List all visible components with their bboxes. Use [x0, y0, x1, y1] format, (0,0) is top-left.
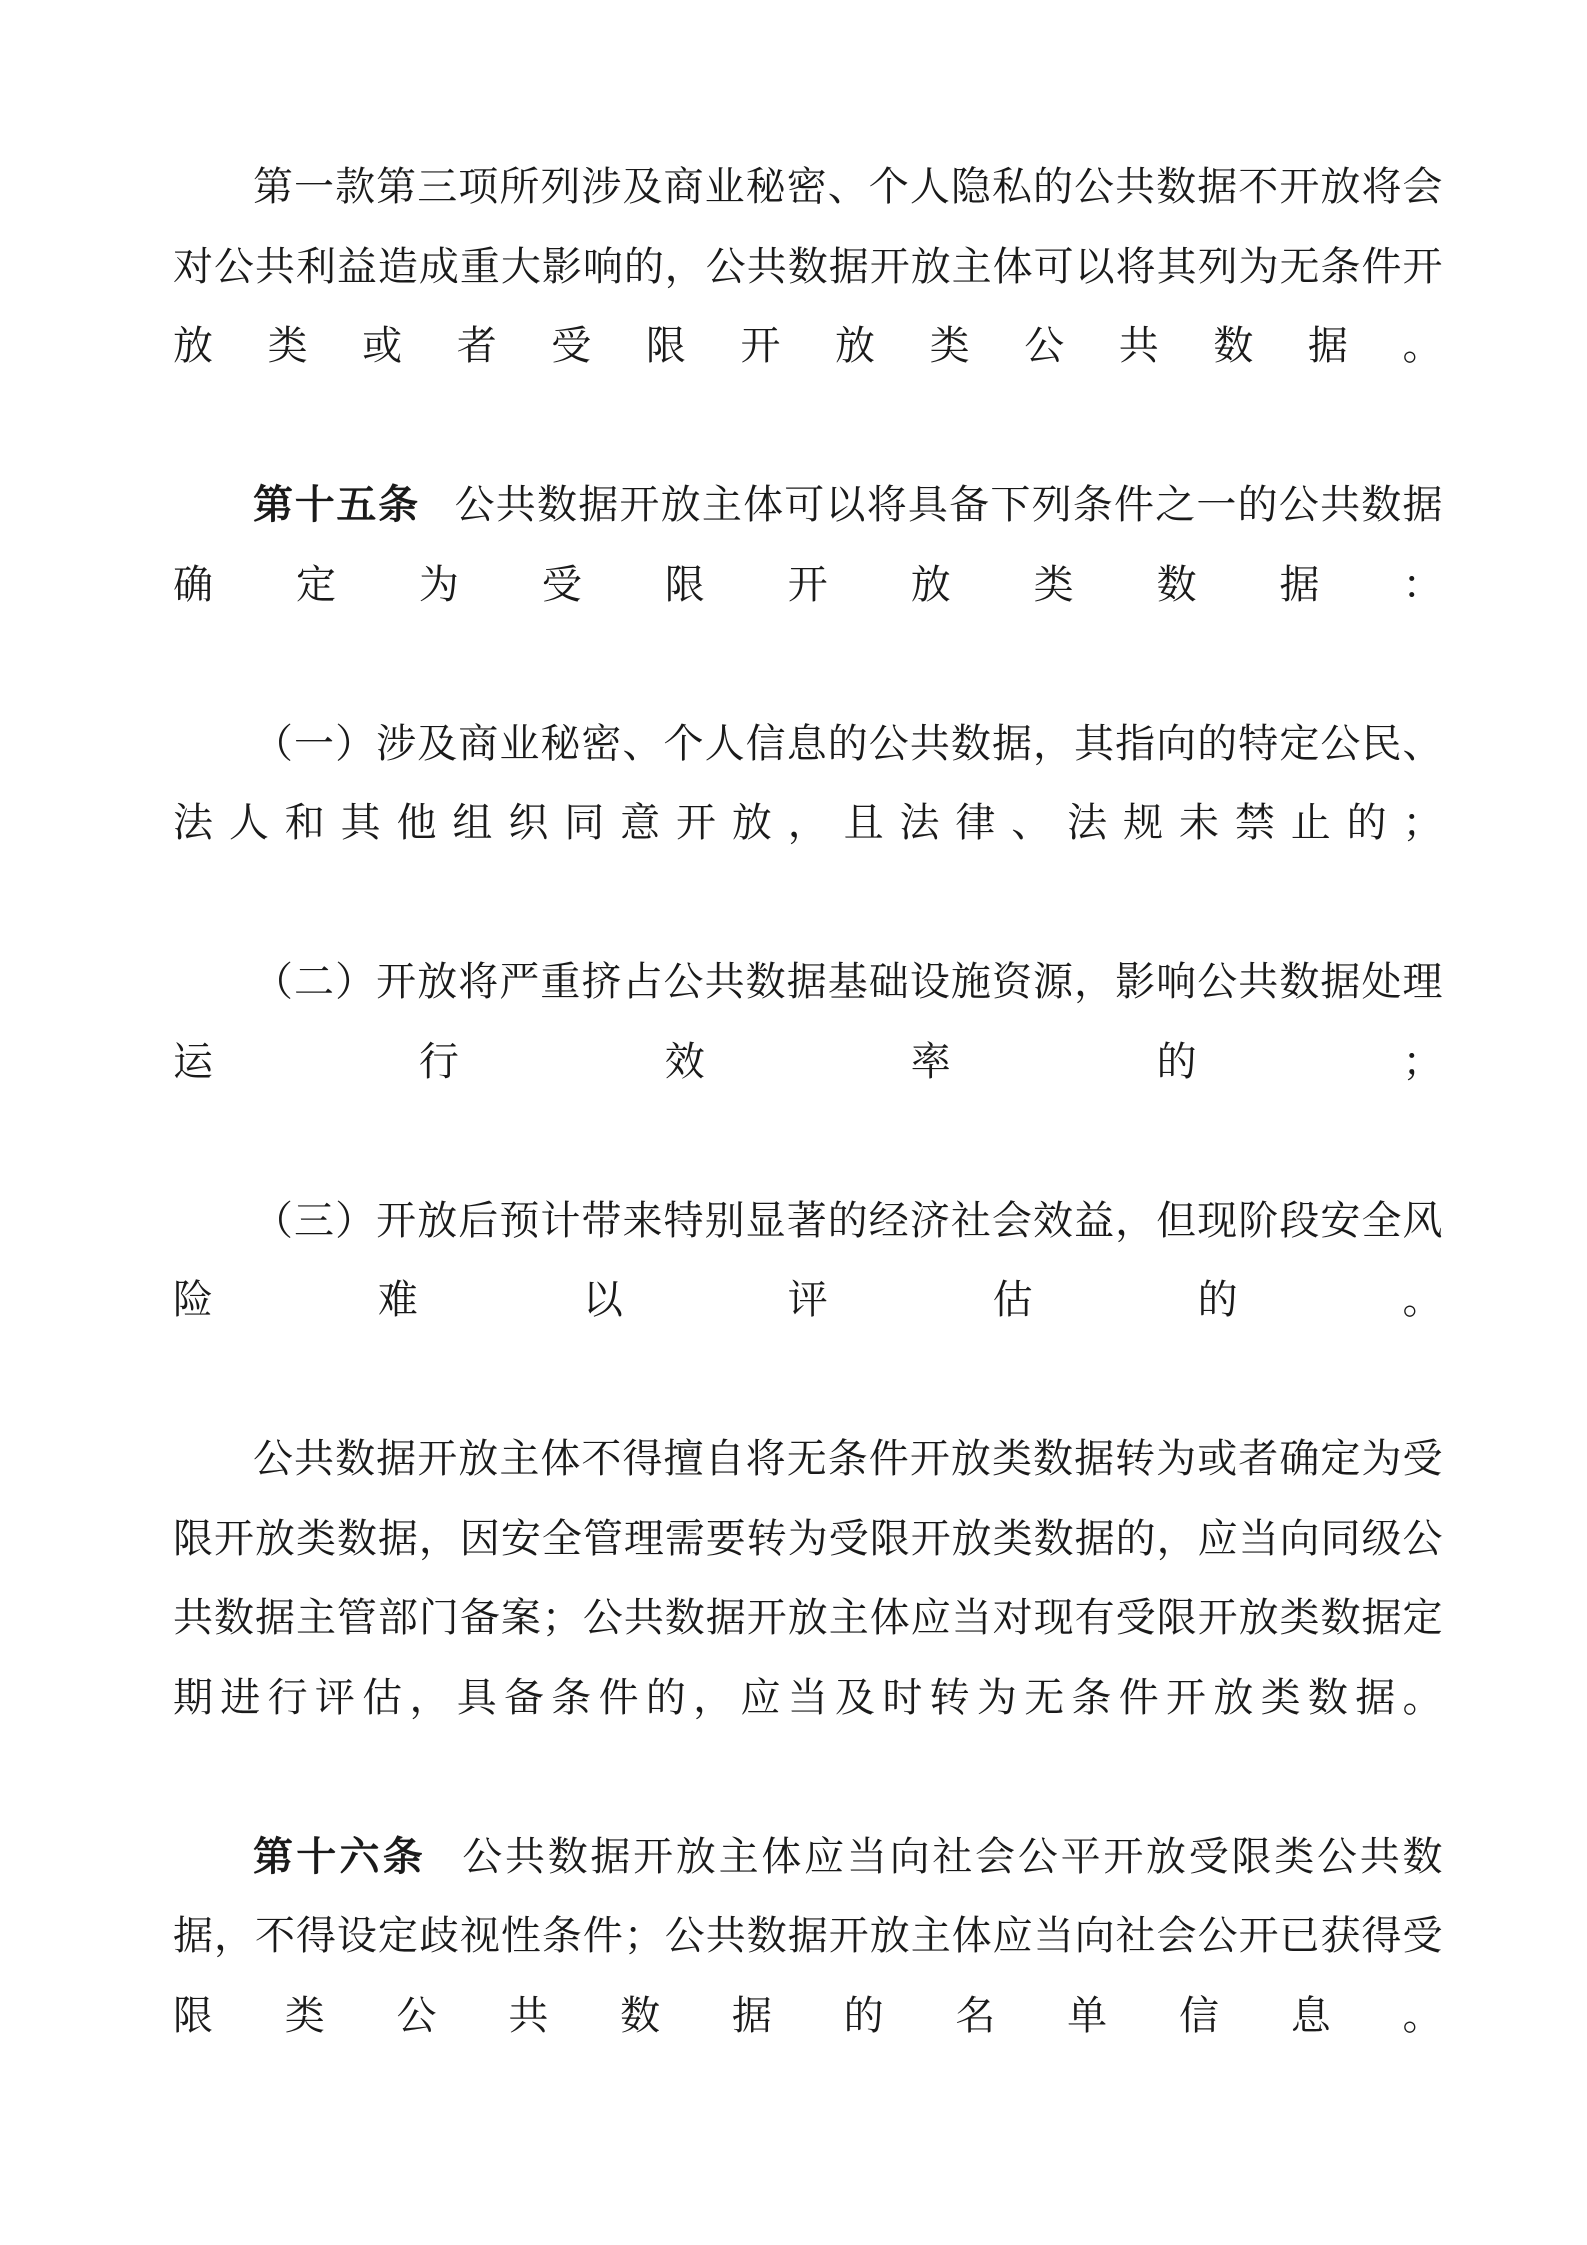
- paragraph-text: （二）开放将严重挤占公共数据基础设施资源，影响公共数据处理运行效率的；: [173, 959, 1443, 1085]
- paragraph-text: 公共数据开放主体应当向社会公平开放受限类公共数据，不得设定歧视性条件；公共数据开放主体应当向社会公开已获得受限类公共数据的名单信息。: [173, 1833, 1444, 2039]
- paragraph-text: 公共数据开放主体不得擅自将无条件开放类数据转为或者确定为受限开放类数据，因安全管理需要转为受限开放类数据的，应当向同级公共数据主管部门备案；公共数据开放主体应当对现有受限开放类数据定期进行评估，具备条件的，应当及时转为无条件开放类数据。: [173, 1436, 1443, 1721]
- paragraph-text: 公共数据开放主体可以将具备下列条件之一的公共数据确定为受限开放类数据：: [173, 482, 1444, 608]
- paragraph-article-15: [173, 466, 1443, 705]
- document-text-column: [173, 148, 1443, 2136]
- paragraph-text: 第一款第三项所列涉及商业秘密、个人隐私的公共数据不开放将会对公共利益造成重大影响的，公共数据开放主体可以将其列为无条件开放类或者受限开放类公共数据。: [173, 164, 1443, 369]
- paragraph-item-2: [173, 943, 1443, 1182]
- paragraph-article-15-tail: [173, 1420, 1443, 1818]
- article-number-15: 第十五条: [253, 482, 420, 528]
- paragraph-item-3: [173, 1182, 1443, 1421]
- paragraph-text: （一）涉及商业秘密、个人信息的公共数据，其指向的特定公民、法人和其他组织同意开放，且法律、法规未禁止的；: [173, 720, 1443, 846]
- paragraph-preceding-clause: [173, 148, 1443, 466]
- article-number-16: 第十六条: [253, 1833, 426, 1880]
- paragraph-item-1: [173, 705, 1443, 944]
- paragraph-text: （三）开放后预计带来特别显著的经济社会效益，但现阶段安全风险难以评估的。: [173, 1197, 1443, 1323]
- paragraph-article-16: [173, 1818, 1443, 2136]
